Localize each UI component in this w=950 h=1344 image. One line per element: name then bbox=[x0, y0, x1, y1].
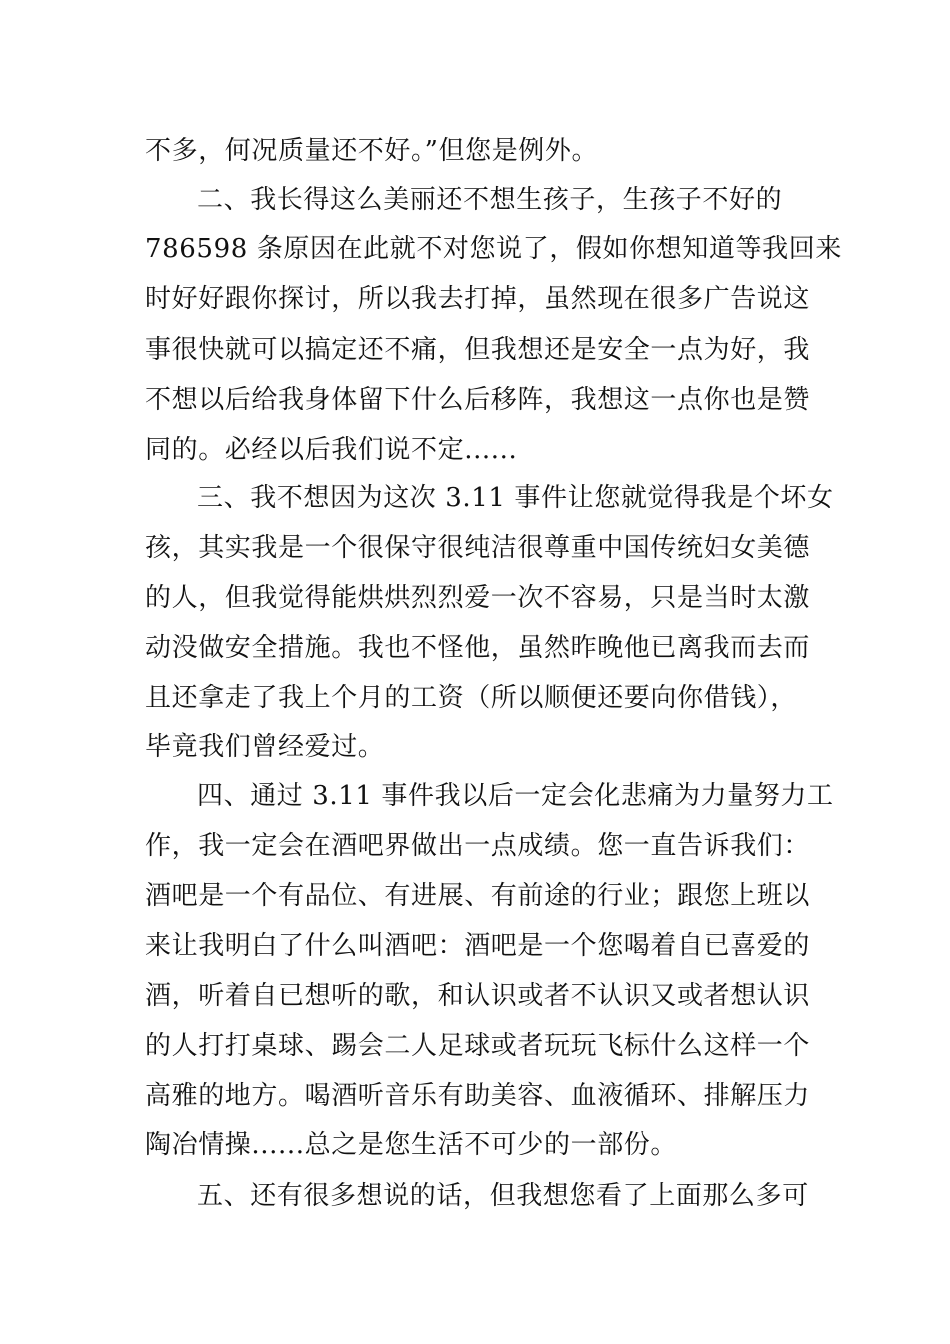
text-line: 酒，听着自已想听的歌，和认识或者不认识又或者想认识 bbox=[145, 981, 811, 1011]
paragraph-2-start: 二、我长得这么美丽还不想生孩子，生孩子不好的 bbox=[197, 185, 783, 215]
text-line: 来让我明白了什么叫酒吧：酒吧是一个您喝着自已喜爱的 bbox=[145, 931, 811, 961]
text-line: 的人，但我觉得能烘烘烈烈爱一次不容易，只是当时太激 bbox=[145, 583, 811, 613]
text-line: 不多，何况质量还不好。”但您是例外。 bbox=[145, 136, 599, 166]
text-line: 毕竟我们曾经爱过。 bbox=[145, 732, 385, 762]
text-line: 酒吧是一个有品位、有进展、有前途的行业；跟您上班以 bbox=[145, 881, 811, 911]
paragraph-5-start: 五、还有很多想说的话，但我想您看了上面那么多可 bbox=[197, 1181, 809, 1211]
text-line: 且还拿走了我上个月的工资（所以顺便还要向你借钱）， bbox=[145, 683, 798, 713]
paragraph-4-start: 四、通过 3.11 事件我以后一定会化悲痛为力量努力工 bbox=[197, 781, 834, 811]
text-line: 不想以后给我身体留下什么后移阵，我想这一点你也是赞 bbox=[145, 385, 811, 415]
text-line: 陶冶情操......总之是您生活不可少的一部份。 bbox=[145, 1130, 677, 1160]
text-line: 的人打打桌球、踢会二人足球或者玩玩飞标什么这样一个 bbox=[145, 1031, 811, 1061]
text-line: 事很快就可以搞定还不痛，但我想还是安全一点为好，我 bbox=[145, 335, 811, 365]
paragraph-3-start: 三、我不想因为这次 3.11 事件让您就觉得我是个坏女 bbox=[197, 483, 834, 513]
text-line: 动没做安全措施。我也不怪他，虽然昨晚他已离我而去而 bbox=[145, 633, 811, 663]
text-line: 同的。必经以后我们说不定...... bbox=[145, 435, 518, 465]
text-line: 时好好跟你探讨，所以我去打掉，虽然现在很多广告说这 bbox=[145, 284, 811, 314]
text-line: 高雅的地方。喝酒听音乐有助美容、血液循环、排解压力 bbox=[145, 1081, 811, 1111]
text-line: 作，我一定会在酒吧界做出一点成绩。您一直告诉我们： bbox=[145, 831, 811, 861]
text-line: 786598 条原因在此就不对您说了，假如你想知道等我回来 bbox=[145, 234, 842, 264]
text-line: 孩，其实我是一个很保守很纯洁很尊重中国传统妇女美德 bbox=[145, 533, 811, 563]
